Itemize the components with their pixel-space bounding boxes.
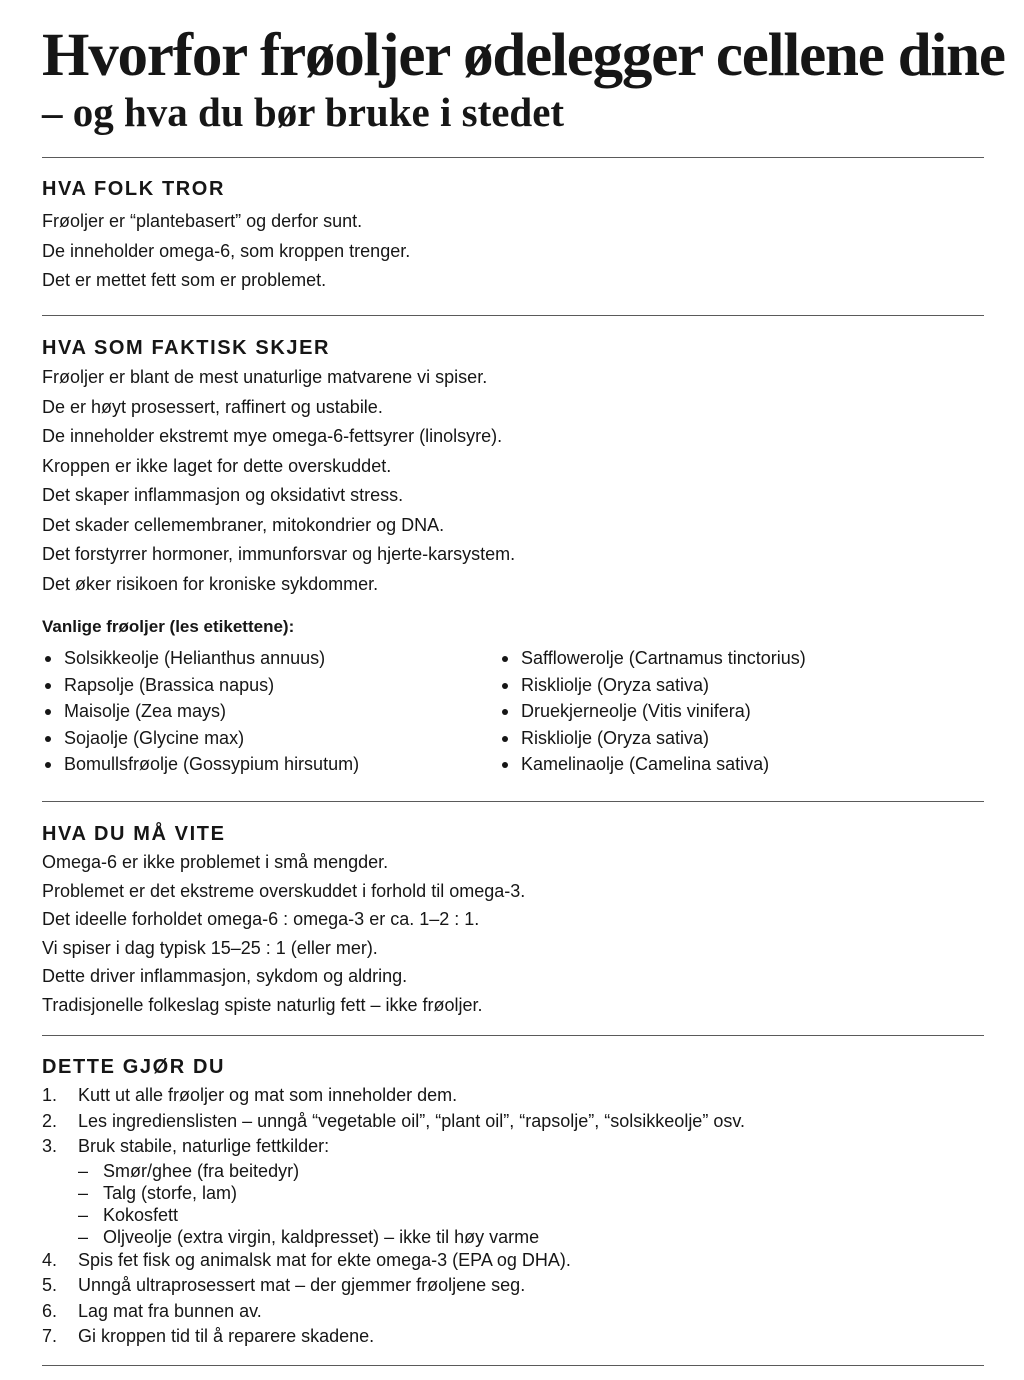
facts-lines [42,848,984,1019]
oil-item: Safflowerolje (Cartnamus tinctorius) [499,645,806,672]
section-action [42,1055,984,1350]
fact-line: Problemet er det ekstreme overskuddet i forhold til omega-3. [42,880,526,901]
dash-marker: – [78,1182,89,1203]
oil-item: Rapsolje (Brassica napus) [42,672,359,699]
fact-line: Vi spiser i dag typisk 15–25 : 1 (eller mer). [42,937,378,958]
step-number: 5. [42,1275,58,1295]
fat-source-item [78,1182,984,1204]
section-reality [42,336,984,785]
oils-heading: Vanlige frøoljer (les etikettene): [42,617,295,636]
section-facts [42,822,984,1019]
dash-marker: – [78,1160,89,1181]
step-text: Bruk stabile, naturlige fettkilder: [78,1136,330,1156]
fact-line: Det ideelle forholdet omega-6 : omega-3 er ca. 1–2 : 1. [42,909,480,929]
reality-line: Det forstyrrer hormoner, immunforsvar og hjerte-karsystem. [42,544,516,564]
reality-line: Det skader cellemembraner, mitokondrier og DNA. [42,514,445,535]
step-text: Kutt ut alle frøoljer og mat som inneholder dem. [78,1085,458,1105]
fat-source-item [78,1226,984,1248]
divider [42,1365,984,1366]
oil-list-right [499,645,806,778]
step-number: 1. [42,1085,58,1105]
oil-item: Kamelinaolje (Camelina sativa) [499,751,806,778]
oil-item: Maisolje (Zea mays) [42,698,359,725]
oil-item: Riskliolje (Oryza sativa) [499,725,806,752]
oil-item: Solsikkeolje (Helianthus annuus) [42,645,359,672]
fat-source-list [78,1160,984,1248]
step-item [42,1134,984,1248]
page-title: Hvorfor frøoljer ødelegger cellene dine [42,22,1005,89]
reality-line: Det skaper inflammasjon og oksidativt stress. [42,485,404,505]
fat-source-text: Talg (storfe, lam) [103,1182,238,1203]
reality-line: Kroppen er ikke laget for dette overskuddet. [42,455,392,476]
section-heading: HVA SOM FAKTISK SKJER [42,337,331,359]
belief-line: De inneholder omega-6, som kroppen trenger. [42,240,411,261]
fat-source-text: Smør/ghee (fra beitedyr) [103,1160,300,1181]
reality-line: Det øker risikoen for kroniske sykdommer. [42,573,379,594]
step-text: Les ingredienslisten – unngå “vegetable oil”, “plant oil”, “rapsolje”, “solsikkeolje” osv. [78,1110,745,1131]
step-item [42,1083,984,1109]
divider [42,315,984,316]
step-text: Unngå ultraprosessert mat – der gjemmer frøoljene seg. [78,1275,526,1295]
step-text: Gi kroppen tid til å reparere skadene. [78,1326,375,1346]
step-item [42,1324,984,1350]
dash-marker: – [78,1226,89,1247]
step-text: Spis fet fisk og animalsk mat for ekte omega-3 (EPA og DHA). [78,1249,571,1270]
action-steps [42,1083,984,1350]
belief-lines [42,207,984,296]
fat-source-text: Kokosfett [103,1204,179,1225]
step-item [42,1299,984,1325]
fat-source-text: Oljveolje (extra virgin, kaldpresset) – ikke til høy varme [103,1226,540,1247]
section-heading: HVA DU MÅ VITE [42,823,226,845]
step-number: 6. [42,1300,58,1321]
divider [42,157,984,158]
section-heading: DETTE GJØR DU [42,1056,226,1078]
step-number: 2. [42,1110,58,1131]
step-item [42,1109,984,1135]
reality-line: De er høyt prosessert, raffinert og ustabile. [42,396,383,417]
divider [42,801,984,802]
dash-marker: – [78,1204,89,1225]
step-number: 4. [42,1249,58,1270]
fact-line: Dette driver inflammasjon, sykdom og aldring. [42,966,408,986]
fat-source-item [78,1160,984,1182]
reality-lines [42,363,984,599]
divider [42,1035,984,1036]
belief-line: Frøoljer er “plantebasert” og derfor sunt. [42,211,363,231]
page-subtitle: – og hva du bør bruke i stedet [42,89,565,135]
oil-item: Riskliolje (Oryza sativa) [499,672,806,699]
step-number: 7. [42,1326,58,1346]
oil-item: Druekjerneolje (Vitis vinifera) [499,698,806,725]
step-text: Lag mat fra bunnen av. [78,1300,262,1321]
belief-line: Det er mettet fett som er problemet. [42,270,327,290]
fat-source-item [78,1204,984,1226]
oil-list-left [42,645,359,778]
fact-line: Omega-6 er ikke problemet i små mengder. [42,852,389,872]
section-heading: HVA FOLK TROR [42,178,226,200]
step-item [42,1273,984,1299]
fact-line: Tradisjonelle folkeslag spiste naturlig fett – ikke frøoljer. [42,994,483,1015]
oil-list [42,645,984,785]
reality-line: Frøoljer er blant de mest unaturlige matvarene vi spiser. [42,367,488,387]
oil-item: Sojaolje (Glycine max) [42,725,359,752]
reality-line: De inneholder ekstremt mye omega-6-fettsyrer (linolsyre). [42,426,503,446]
oil-item: Bomullsfrøolje (Gossypium hirsutum) [42,751,359,778]
section-belief [42,177,984,296]
step-item [42,1248,984,1274]
step-number: 3. [42,1136,58,1156]
